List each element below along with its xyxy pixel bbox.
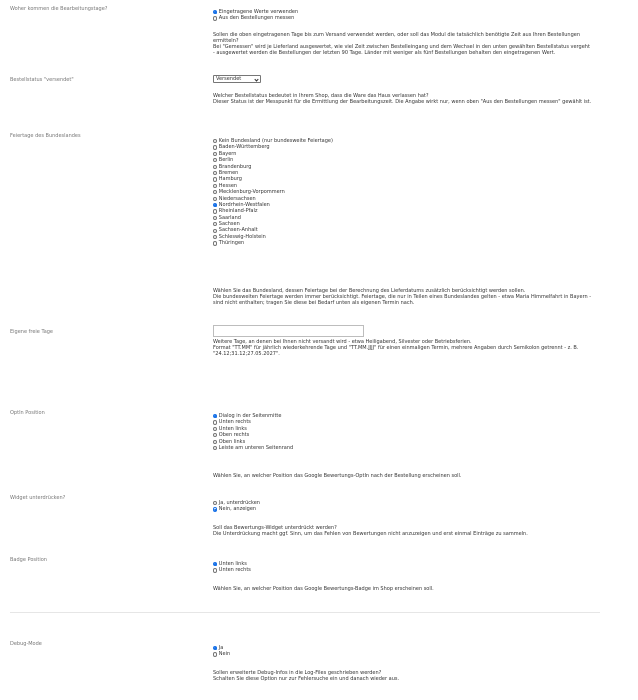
radio-unchecked-icon[interactable] — [213, 241, 217, 245]
help-text: Bei "Gemessen" wird je Lieferland ausgewertet, wie viel Zeit zwischen Bestelleingang und dem Wechsel in den unten gewählten Bestellstatus vergeht - ausgewertet werden die Bestellungen der letzten 90 Tage. Länder mit weniger als fünf Bestellungen behalten den eingetragenen Wert. — [213, 44, 590, 57]
radio-option-label: Nein — [218, 651, 231, 658]
help-badge — [213, 586, 593, 592]
radio-unchecked-icon[interactable] — [213, 177, 217, 181]
bestellstatus-select[interactable] — [213, 75, 261, 83]
radio-option-label: Sachsen-Anhalt — [218, 227, 258, 234]
help-text: Wählen Sie, an welcher Position das Google Bewertungs-Badge im Shop erscheinen soll. — [213, 586, 434, 592]
radio-group-widget — [213, 500, 593, 513]
radio-unchecked-icon[interactable] — [213, 190, 217, 194]
radio-unchecked-icon[interactable] — [213, 171, 217, 175]
radio-option-label: Hamburg — [218, 176, 242, 183]
help-text: Schalten Sie diese Option nur zur Fehlersuche ein und danach wieder aus. — [213, 676, 400, 683]
radio-unchecked-icon[interactable] — [213, 145, 217, 149]
radio-option-debug[interactable] — [213, 651, 593, 657]
help-text: Weitere Tage, an denen bei Ihnen nicht versandt wird - etwa Heiligabend, Silvester oder Betriebsferien. — [213, 339, 472, 345]
radio-option-label: Unten rechts — [218, 567, 251, 574]
radio-option-label: Dialog in der Seitenmitte — [218, 413, 282, 419]
radio-group-debug — [213, 645, 593, 658]
label-bearbeitungstage: Woher kommen die Bearbeitungstage? — [10, 6, 108, 12]
help-text: Sollen die oben eingetragenen Tage bis zum Versand verwendet werden, oder soll das Modul die tatsächlich benötigte Zeit aus Ihren Bestellungen ermitteln? — [213, 32, 581, 45]
radio-unchecked-icon[interactable] — [213, 420, 217, 424]
radio-unchecked-icon[interactable] — [213, 184, 217, 188]
help-debug — [213, 670, 593, 682]
radio-option-label: Bayern — [218, 150, 237, 157]
bestellstatus-select-value: Versendet — [216, 76, 242, 82]
radio-option-label: Mecklenburg-Vorpommern — [218, 189, 285, 196]
radio-unchecked-icon[interactable] — [213, 440, 217, 444]
section-divider — [10, 612, 600, 613]
radio-option-label: Rheinland-Pfalz — [218, 208, 258, 215]
radio-option-feiertage[interactable] — [213, 240, 593, 246]
radio-option-bearbeitungstage[interactable] — [213, 15, 593, 21]
help-text: Welcher Bestellstatus bedeutet in Ihrem Shop, dass die Ware das Haus verlassen hat? — [213, 93, 429, 99]
radio-unchecked-icon[interactable] — [213, 433, 217, 437]
chevron-down-icon — [254, 78, 258, 82]
label-freie-tage: Eigene freie Tage — [10, 329, 54, 335]
radio-group-optin — [213, 413, 593, 451]
help-bearbeitungstage — [213, 32, 593, 56]
radio-option-label: Leiste am unteren Seitenrand — [218, 444, 294, 451]
radio-option-label: Nein, anzeigen — [218, 506, 257, 513]
radio-unchecked-icon[interactable] — [213, 568, 217, 572]
radio-option-label: Oben links — [218, 438, 246, 445]
radio-unchecked-icon[interactable] — [213, 222, 217, 226]
radio-option-label: Thüringen — [218, 240, 245, 247]
label-badge: Badge Position — [10, 557, 47, 563]
help-text: Wählen Sie das Bundesland, dessen Feiertage bei der Berechnung des Lieferdatums zusätzlich berücksichtigt werden sollen. — [213, 288, 526, 294]
radio-option-label: Sachsen — [218, 221, 240, 228]
radio-option-label: Ja — [218, 645, 224, 651]
radio-option-label: Brandenburg — [218, 163, 252, 170]
help-feiertage — [213, 288, 593, 306]
radio-unchecked-icon[interactable] — [213, 446, 217, 450]
help-text: Dieser Status ist der Messpunkt für die Ermittlung der Bearbeitungszeit. Die Angabe wirkt nur, wenn oben "Aus den Bestellungen messen" gewählt ist. — [213, 99, 592, 106]
radio-unchecked-icon[interactable] — [213, 152, 217, 156]
radio-unchecked-icon[interactable] — [213, 139, 217, 143]
radio-option-optin[interactable] — [213, 445, 593, 451]
help-text: Die bundesweiten Feiertage werden immer berücksichtigt. Feiertage, die nur in Teilen eines Bundeslandes gelten - etwa Maria Himmelfahrt in Bayern - sind nicht enthalten; tragen Sie diese bei Bedarf unten als eigenen Termin nach. — [213, 294, 592, 307]
label-debug-mode: Debug-Mode — [10, 641, 42, 647]
radio-option-label: Baden-Württemberg — [218, 144, 270, 151]
radio-option-label: Oben rechts — [218, 432, 250, 439]
radio-unchecked-icon[interactable] — [213, 235, 217, 239]
radio-unchecked-icon[interactable] — [213, 197, 217, 201]
radio-option-label: Berlin — [218, 157, 234, 164]
freie-tage-input[interactable] — [213, 325, 364, 337]
radio-checked-icon[interactable] — [213, 646, 217, 650]
radio-group-feiertage — [213, 138, 593, 247]
radio-unchecked-icon[interactable] — [213, 216, 217, 220]
label-bestellstatus: Bestellstatus "versendet" — [10, 77, 74, 83]
label-feiertage: Feiertage des Bundeslandes — [10, 133, 81, 139]
radio-unchecked-icon[interactable] — [213, 427, 217, 431]
radio-option-widget[interactable] — [213, 506, 593, 512]
help-text: Wählen Sie, an welcher Position das Google Bewertungs-OptIn nach der Bestellung erscheinen soll. — [213, 473, 462, 479]
radio-option-label: Kein Bundesland (nur bundesweite Feiertage) — [218, 138, 333, 144]
radio-unchecked-icon[interactable] — [213, 652, 217, 656]
help-text: Sollen erweiterte Debug-Infos in die Log-Files geschrieben werden? — [213, 670, 382, 676]
radio-option-badge[interactable] — [213, 567, 593, 573]
radio-checked-icon[interactable] — [213, 414, 217, 418]
help-text: Format "TT.MM" für jährlich wiederkehrende Tage und "TT.MM.JJJJ" für einen einmaligen Termin, mehrere Angaben durch Semikolon getrennt - z. B. "24.12;31.12;27.05.2027". — [213, 345, 579, 358]
help-widget — [213, 525, 593, 537]
radio-option-label: Schleswig-Holstein — [218, 233, 266, 240]
radio-checked-icon[interactable] — [213, 562, 217, 566]
radio-option-label: Nordrhein-Westfalen — [218, 201, 270, 208]
radio-option-label: Unten links — [218, 561, 247, 567]
radio-unchecked-icon[interactable] — [213, 209, 217, 213]
radio-unchecked-icon[interactable] — [213, 158, 217, 162]
help-freie-tage — [213, 339, 593, 357]
help-optin — [213, 473, 593, 479]
radio-checked-icon[interactable] — [213, 10, 217, 14]
help-text: Soll das Bewertungs-Widget unterdrückt werden? — [213, 525, 337, 531]
radio-option-label: Eingetragene Werte verwenden — [218, 9, 299, 15]
radio-group-bearbeitungstage — [213, 9, 593, 22]
radio-checked-icon[interactable] — [213, 203, 217, 207]
help-text: Die Unterdrückung macht ggf. Sinn, um das Fehlen von Bewertungen nicht anzuzeigen und erst einmal Einträge zu sammeln. — [213, 531, 528, 538]
help-bestellstatus — [213, 93, 593, 105]
radio-checked-icon[interactable] — [213, 507, 217, 511]
radio-option-label: Unten rechts — [218, 419, 251, 426]
label-widget: Widget unterdrücken? — [10, 495, 66, 501]
radio-option-label: Unten links — [218, 425, 247, 432]
radio-option-label: Bremen — [218, 169, 239, 176]
radio-unchecked-icon[interactable] — [213, 501, 217, 505]
radio-unchecked-icon[interactable] — [213, 165, 217, 169]
radio-unchecked-icon[interactable] — [213, 16, 217, 20]
radio-option-label: Ja, unterdrücken — [218, 500, 260, 506]
label-optin-position: OptIn Position — [10, 410, 45, 416]
radio-option-label: Aus den Bestellungen messen — [218, 15, 295, 22]
radio-option-label: Saarland — [218, 214, 241, 221]
radio-option-label: Hessen — [218, 182, 238, 189]
radio-group-badge — [213, 561, 593, 574]
radio-option-label: Niedersachsen — [218, 195, 256, 202]
radio-unchecked-icon[interactable] — [213, 229, 217, 233]
